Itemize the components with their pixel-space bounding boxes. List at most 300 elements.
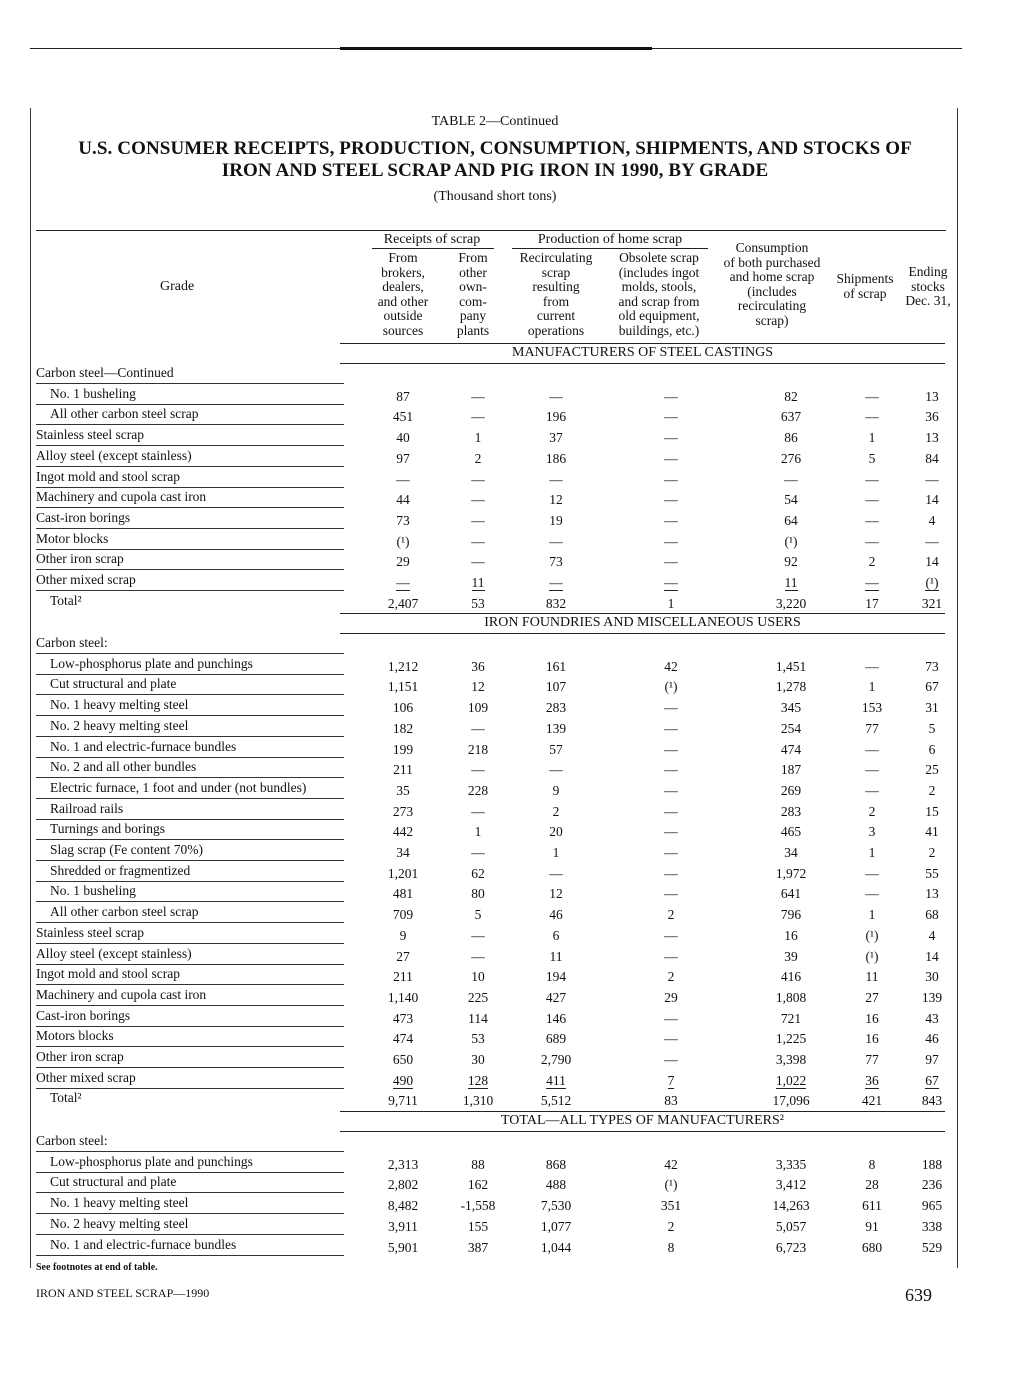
cell-value: 351: [660, 1198, 682, 1213]
table-cell: [626, 408, 716, 426]
table-cell: [898, 1092, 966, 1110]
row-rule: [36, 694, 344, 695]
table-cell: [626, 948, 716, 966]
table-row: [36, 800, 946, 820]
table-cell: [626, 553, 716, 571]
column-header-line: from: [542, 293, 570, 309]
cell-value: 2: [928, 783, 936, 798]
cell-value: 2: [474, 451, 482, 466]
table-cell: [518, 1197, 594, 1215]
table-row: [36, 1048, 946, 1068]
row-rule: [36, 984, 344, 985]
table-cell: [842, 906, 902, 924]
cell-value: 53: [471, 596, 485, 611]
cell-value: 14: [925, 949, 939, 964]
cell-value: 5,901: [387, 1240, 419, 1255]
cell-value: 55: [925, 866, 939, 881]
table-cell: [626, 1176, 716, 1194]
table-cell: [368, 844, 438, 862]
row-rule: [36, 1046, 344, 1047]
column-header-line: other: [459, 264, 487, 280]
table-cell: [368, 1197, 438, 1215]
table-row: [36, 696, 946, 716]
row-label: Carbon steel:: [36, 635, 108, 650]
table-cell: [448, 968, 508, 986]
table-cell: [518, 1156, 594, 1174]
cell-value: —: [865, 492, 879, 507]
table-cell: [368, 720, 438, 738]
cell-value: —: [664, 389, 678, 404]
table-cell: [626, 699, 716, 717]
cell-value: 30: [471, 1052, 485, 1067]
table-title-line-1: U.S. CONSUMER RECEIPTS, PRODUCTION, CONSUMPTION, SHIPMENTS, AND STOCKS OF: [78, 138, 912, 159]
table-cell: [518, 429, 594, 447]
cell-value: 88: [471, 1157, 485, 1172]
cell-value: 1: [552, 845, 560, 860]
table-cell: [626, 720, 716, 738]
cell-value: 2: [928, 845, 936, 860]
table-cell: [842, 720, 902, 738]
column-header-line: brokers,: [381, 264, 425, 280]
cell-value: —: [664, 1052, 678, 1067]
cell-value: 283: [545, 700, 567, 715]
column-header-2: [438, 251, 508, 338]
table-row: [36, 1027, 946, 1047]
table-cell: [752, 720, 830, 738]
table-row: [36, 1007, 946, 1027]
table-cell: [368, 1092, 438, 1110]
table-row: [36, 405, 946, 425]
table-cell: [448, 408, 508, 426]
cell-value: —: [471, 804, 485, 819]
table-cell: [752, 823, 830, 841]
table-cell: [626, 844, 716, 862]
cell-value: 689: [545, 1031, 567, 1046]
cell-value: 269: [780, 783, 802, 798]
table-cell: [448, 782, 508, 800]
table-cell: [518, 658, 594, 676]
table-cell: [752, 885, 830, 903]
cell-value: —: [471, 389, 485, 404]
cell-value: 5,057: [775, 1219, 807, 1234]
cell-value: 13: [925, 430, 939, 445]
cell-value: 1,278: [775, 679, 807, 694]
row-rule: [36, 1255, 344, 1256]
row-label: Carbon steel:: [36, 1133, 108, 1148]
cell-value: 868: [545, 1157, 567, 1172]
table-cell: [842, 553, 902, 571]
table-cell: [448, 1156, 508, 1174]
table-row: [36, 509, 946, 529]
cell-value: 411: [546, 1073, 566, 1088]
footnote-reference: See footnotes at end of table.: [36, 1262, 158, 1273]
table-cell: [626, 865, 716, 883]
column-header-line: current: [536, 308, 576, 323]
table-cell: [368, 574, 438, 592]
row-label: No. 1 and electric-furnace bundles: [50, 1237, 237, 1252]
table-cell: [518, 1176, 594, 1194]
cell-value: 153: [861, 700, 883, 715]
cell-value: 29: [664, 990, 678, 1005]
cell-value: —: [865, 409, 879, 424]
cell-value: —: [865, 472, 879, 487]
cell-value: 3,398: [775, 1052, 807, 1067]
table-row: [36, 924, 946, 944]
row-label: Stainless steel scrap: [36, 925, 144, 940]
cell-value: —: [865, 783, 879, 798]
table-cell: [518, 1218, 594, 1236]
table-cell: [752, 658, 830, 676]
cell-value: 211: [393, 762, 413, 777]
table-cell: [842, 823, 902, 841]
row-label: Shredded or fragmentized: [50, 863, 191, 878]
table-cell: [368, 658, 438, 676]
table-cell: [518, 678, 594, 696]
cell-value: 3,335: [775, 1157, 807, 1172]
table-cell: [518, 989, 594, 1007]
cell-value: —: [471, 554, 485, 569]
table-cell: [448, 823, 508, 841]
cell-value: —: [471, 534, 485, 549]
column-header-line: Dec. 31,: [905, 293, 951, 308]
table-cell: [842, 658, 902, 676]
table-row: [36, 945, 946, 965]
cell-value: —: [664, 928, 678, 943]
table-cell: [368, 471, 438, 489]
table-cell: [518, 471, 594, 489]
table-cell: [518, 574, 594, 592]
cell-value: —: [925, 534, 939, 549]
table-cell: [898, 761, 966, 779]
table-cell: [842, 429, 902, 447]
cell-value: —: [664, 762, 678, 777]
table-row: [36, 1153, 946, 1173]
table-cell: [752, 450, 830, 468]
row-rule: [36, 777, 344, 778]
table-cell: [368, 699, 438, 717]
cell-value: 6: [928, 742, 936, 757]
cell-value: 474: [780, 742, 802, 757]
column-header-line: scrap: [541, 264, 571, 280]
table-row: [36, 385, 946, 405]
table-cell: [842, 1156, 902, 1174]
table-cell: [626, 803, 716, 821]
cell-value: —: [471, 845, 485, 860]
cell-value: 67: [925, 679, 939, 694]
cell-value: 97: [396, 451, 410, 466]
cell-value: —: [865, 866, 879, 881]
table-cell: [626, 450, 716, 468]
row-rule: [36, 507, 344, 508]
table-cell: [448, 741, 508, 759]
cell-value: 27: [865, 990, 879, 1005]
table-row: [36, 882, 946, 902]
table-cell: [626, 885, 716, 903]
table-cell: [842, 803, 902, 821]
table-cell: [752, 844, 830, 862]
grade-column-header: Grade: [160, 279, 195, 294]
table-cell: [898, 782, 966, 800]
cell-value: 1,151: [387, 679, 419, 694]
table-cell: [898, 885, 966, 903]
table-cell: [842, 1010, 902, 1028]
table-row: [36, 468, 946, 488]
top-rule-accent: [340, 47, 652, 50]
table-cell: [842, 1197, 902, 1215]
table-cell: [752, 865, 830, 883]
table-cell: [368, 989, 438, 1007]
cell-value: —: [471, 928, 485, 943]
column-header-line: Ending: [908, 264, 948, 279]
table-row: [36, 592, 946, 612]
table-cell: [898, 699, 966, 717]
column-header-6: [830, 272, 900, 301]
cell-value: —: [549, 866, 563, 881]
cell-value: —: [865, 389, 879, 404]
cell-value: —: [549, 575, 563, 590]
table-row: [36, 779, 946, 799]
table-cell: [518, 533, 594, 551]
cell-value: 7,530: [540, 1198, 572, 1213]
table-row: [36, 1194, 946, 1214]
column-header-line: Obsolete scrap: [619, 250, 699, 265]
table-cell: [752, 761, 830, 779]
table-cell: [368, 388, 438, 406]
table-cell: [518, 968, 594, 986]
cell-value: 194: [545, 969, 567, 984]
table-units: (Thousand short tons): [433, 189, 557, 204]
section-top-rule: [340, 343, 945, 344]
table-cell: [842, 948, 902, 966]
table-cell: [842, 1218, 902, 1236]
cell-value: 162: [467, 1177, 489, 1192]
cell-value: 43: [925, 1011, 939, 1026]
cell-value: —: [865, 762, 879, 777]
receipts-group-rule: [372, 248, 494, 249]
table-cell: [898, 429, 966, 447]
column-header-line: (includes: [747, 283, 797, 299]
table-cell: [448, 699, 508, 717]
table-row: [36, 571, 946, 591]
table-cell: [752, 1239, 830, 1257]
column-header-line: dealers,: [382, 279, 424, 294]
table-cell: [448, 512, 508, 530]
row-rule: [36, 901, 344, 902]
cell-value: —: [664, 742, 678, 757]
table-cell: [752, 948, 830, 966]
cell-value: —: [664, 1011, 678, 1026]
table-cell: [448, 388, 508, 406]
table-cell: [626, 574, 716, 592]
row-label: Cut structural and plate: [50, 1174, 177, 1189]
table-cell: [518, 782, 594, 800]
table-cell: [518, 948, 594, 966]
cell-value: —: [664, 783, 678, 798]
table-row: [36, 1215, 946, 1235]
row-label: Other mixed scrap: [36, 572, 136, 587]
table-cell: [518, 1072, 594, 1090]
row-label: Electric furnace, 1 foot and under (not bundles): [50, 780, 307, 795]
table-cell: [518, 906, 594, 924]
column-header-line: and home scrap: [729, 269, 815, 284]
table-cell: [626, 678, 716, 696]
cell-value: —: [664, 513, 678, 528]
cell-value: 14,263: [772, 1198, 810, 1213]
cell-value: 1: [868, 430, 876, 445]
cell-value: 721: [780, 1011, 802, 1026]
table-cell: [448, 865, 508, 883]
table-cell: [368, 968, 438, 986]
cell-value: 11: [784, 575, 798, 590]
cell-value: 9: [399, 928, 407, 943]
cell-value: —: [471, 472, 485, 487]
cell-value: 6,723: [775, 1240, 807, 1255]
table-cell: [898, 533, 966, 551]
table-cell: [752, 388, 830, 406]
table-cell: [368, 491, 438, 509]
table-cell: [518, 803, 594, 821]
table-cell: [898, 1197, 966, 1215]
cell-value: (¹): [784, 534, 798, 549]
table-cell: [842, 782, 902, 800]
cell-value: 650: [392, 1052, 414, 1067]
table-cell: [626, 1156, 716, 1174]
table-cell: [448, 989, 508, 1007]
column-header-4: [606, 251, 712, 338]
table-cell: [752, 989, 830, 1007]
cell-value: 442: [392, 824, 414, 839]
column-header-line: Shipments: [836, 271, 894, 286]
table-cell: [752, 906, 830, 924]
table-cell: [448, 1218, 508, 1236]
cell-value: 41: [925, 824, 939, 839]
cell-value: 3,412: [775, 1177, 807, 1192]
row-label: Total²: [50, 593, 82, 608]
table-cell: [368, 1010, 438, 1028]
cell-value: 39: [784, 949, 798, 964]
table-cell: [626, 906, 716, 924]
cell-value: 84: [925, 451, 939, 466]
table-cell: [448, 1197, 508, 1215]
table-cell: [518, 408, 594, 426]
cell-value: 73: [396, 513, 410, 528]
table-cell: [898, 927, 966, 945]
cell-value: 199: [392, 742, 414, 757]
cell-value: 80: [471, 886, 485, 901]
table-cell: [752, 471, 830, 489]
cell-value: 182: [392, 721, 414, 736]
table-cell: [842, 1072, 902, 1090]
cell-value: 641: [780, 886, 802, 901]
row-label: Low-phosphorus plate and punchings: [50, 1154, 253, 1169]
cell-value: 529: [921, 1240, 943, 1255]
cell-value: 2: [667, 907, 675, 922]
column-header-line: Consumption: [735, 240, 809, 255]
table-cell: [518, 761, 594, 779]
cell-value: 8: [667, 1240, 675, 1255]
table-cell: [368, 782, 438, 800]
table-cell: [368, 450, 438, 468]
cell-value: 62: [471, 866, 485, 881]
table-cell: [448, 471, 508, 489]
table-cell: [518, 1010, 594, 1028]
table-row: [36, 738, 946, 758]
row-label: Slag scrap (Fe content 70%): [50, 842, 203, 857]
row-rule: [36, 922, 344, 923]
table-cell: [368, 741, 438, 759]
table-cell: [752, 1156, 830, 1174]
table-cell: [448, 948, 508, 966]
table-cell: [842, 844, 902, 862]
cell-value: 1: [667, 596, 675, 611]
row-rule: [36, 1213, 344, 1214]
table-cell: [752, 803, 830, 821]
row-label: Carbon steel—Continued: [36, 365, 174, 380]
running-footer-title: IRON AND STEEL SCRAP—1990: [36, 1286, 210, 1300]
table-cell: [898, 658, 966, 676]
table-cell: [898, 1156, 966, 1174]
row-label: Alloy steel (except stainless): [36, 448, 192, 463]
table-cell: [626, 388, 716, 406]
table-cell: [898, 968, 966, 986]
cell-value: 283: [780, 804, 802, 819]
row-label: Cut structural and plate: [50, 676, 177, 691]
cell-value: 57: [549, 742, 563, 757]
row-label: Alloy steel (except stainless): [36, 946, 192, 961]
cell-value: 1,451: [775, 659, 807, 674]
cell-value: 109: [467, 700, 489, 715]
table-cell: [842, 388, 902, 406]
table-cell: [842, 1176, 902, 1194]
cell-value: 16: [784, 928, 798, 943]
section-top-rule: [340, 1111, 945, 1112]
cell-value: 188: [921, 1157, 943, 1172]
cell-value: (¹): [664, 1177, 678, 1192]
cell-value: 114: [468, 1011, 488, 1026]
table-row: [36, 550, 946, 570]
table-cell: [368, 1218, 438, 1236]
row-rule: [36, 715, 344, 716]
cell-value: 2: [868, 804, 876, 819]
cell-value: 34: [784, 845, 798, 860]
table-cell: [626, 1072, 716, 1090]
table-cell: [518, 450, 594, 468]
table-cell: [898, 1218, 966, 1236]
column-header-line: sources: [382, 322, 424, 338]
cell-value: 474: [392, 1031, 414, 1046]
cell-value: 83: [664, 1093, 678, 1108]
row-rule: [36, 528, 344, 529]
cell-value: 139: [545, 721, 567, 736]
row-rule: [36, 1234, 344, 1235]
table-cell: [448, 553, 508, 571]
table-cell: [842, 968, 902, 986]
table-cell: [626, 1218, 716, 1236]
row-label: Machinery and cupola cast iron: [36, 987, 207, 1002]
table-row: [36, 426, 946, 446]
row-label: No. 1 busheling: [50, 883, 136, 898]
row-label: Low-phosphorus plate and punchings: [50, 656, 253, 671]
table-cell: [448, 574, 508, 592]
column-header-line: scrap): [755, 312, 789, 328]
row-label: Cast-iron borings: [36, 510, 131, 525]
cell-value: 139: [921, 990, 943, 1005]
cell-value: 36: [865, 1073, 879, 1088]
cell-value: 196: [545, 409, 567, 424]
table-cell: [842, 1239, 902, 1257]
cell-value: 4: [928, 513, 936, 528]
cell-value: 3,220: [775, 596, 807, 611]
